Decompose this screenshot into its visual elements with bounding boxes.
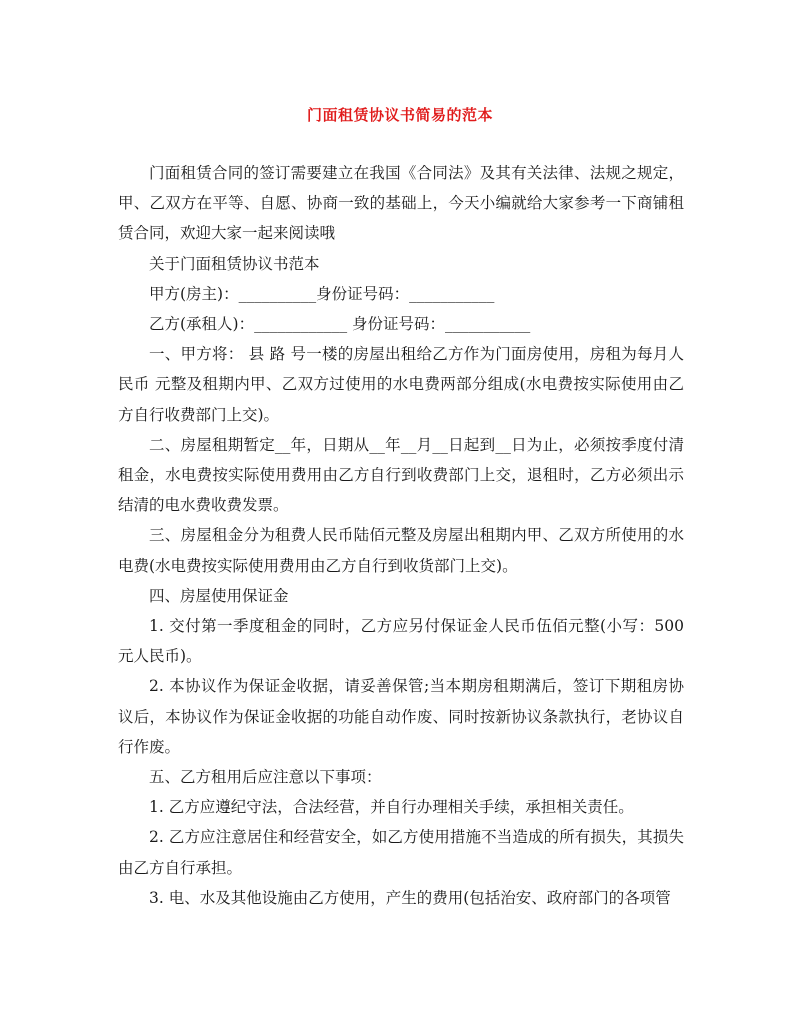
clause-2: 二、房屋租期暂定__年，日期从__年__月__日起到__日为止，必须按季度付清租金，水电费按实际使用费用由乙方自行到收费部门上交，退租时，乙方必须出示结清的电水费收费发票。: [118, 435, 684, 515]
clause-5-item-2: 2. 乙方应注意居住和经营安全，如乙方使用措施不当造成的所有损失，其损失由乙方自行承担。: [118, 828, 684, 877]
clause-5-item-1: 1. 乙方应遵纪守法，合法经营，并自行办理相关手续，承担相关责任。: [149, 798, 634, 817]
document-title: 门面租赁协议书简易的范本: [306, 106, 493, 124]
section-heading: 关于门面租赁协议书范本: [149, 254, 320, 273]
party-a-line: 甲方(房主)：__________身份证号码：___________: [149, 284, 495, 303]
party-b-line: 乙方(承租人)：____________ 身份证号码：___________: [149, 315, 531, 334]
document-body: [118, 158, 684, 913]
clause-4-heading: 四、房屋使用保证金: [149, 586, 289, 605]
clause-4-item-2: 2. 本协议作为保证金收据，请妥善保管;当本期房租期满后，签订下期租房协议后，本协议作为保证金收据的功能自动作废、同时按新协议条款执行，老协议自行作废。: [118, 677, 684, 756]
clause-3: 三、房屋租金分为租费人民币陆佰元整及房屋出租期内甲、乙双方所使用的水电费(水电费按实际使用费用由乙方自行到收货部门上交)。: [118, 526, 684, 575]
intro-paragraph: 门面租赁合同的签订需要建立在我国《合同法》及其有关法律、法规之规定，甲、乙双方在平等、自愿、协商一致的基础上，今天小编就给大家参考一下商铺租赁合同，欢迎大家一起来阅读哦: [118, 164, 684, 243]
clause-5-heading: 五、乙方租用后应注意以下事项：: [149, 768, 382, 787]
clause-1: 一、甲方将： 县 路 号一楼的房屋出租给乙方作为门面房使用，房租为每月人民币 元整及租期内甲、乙双方过使用的水电费两部分组成(水电费按实际使用由乙方自行收费部门上交)。: [118, 345, 684, 424]
clause-4-item-1: 1. 交付第一季度租金的同时，乙方应另付保证金人民币伍佰元整(小写：500元人民币)。: [118, 617, 684, 666]
clause-5-item-3: 3. 电、水及其他设施由乙方使用，产生的费用(包括治安、政府部门的各项管: [149, 888, 671, 907]
